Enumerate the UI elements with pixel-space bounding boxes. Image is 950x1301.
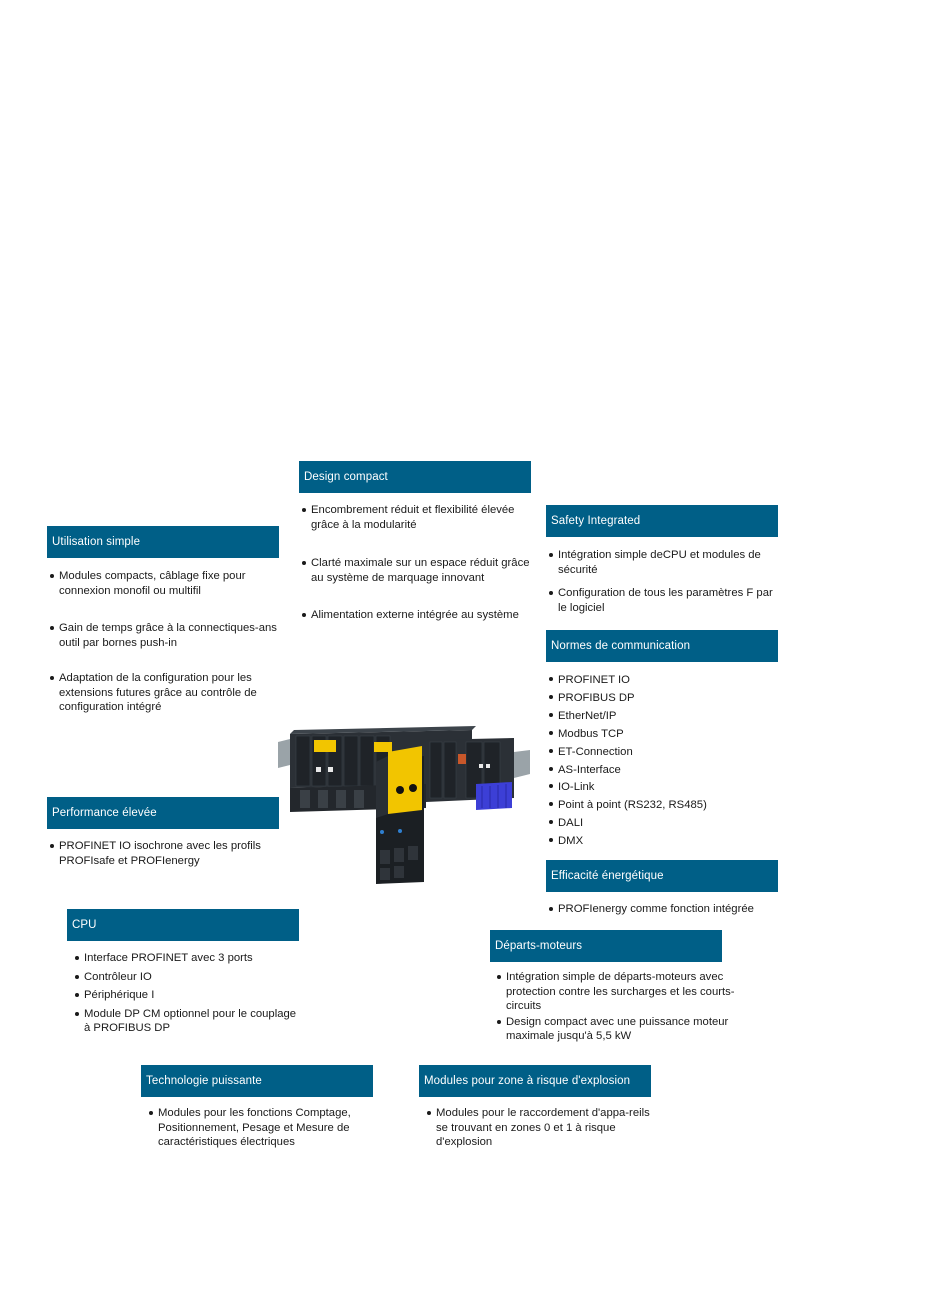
feature-list <box>47 569 279 715</box>
list-item: Interface PROFINET avec 3 ports <box>72 951 299 966</box>
section-technologie-puissante <box>141 1065 373 1150</box>
feature-list <box>546 902 778 917</box>
section-utilisation-simple <box>47 526 279 715</box>
feature-list <box>490 970 745 1044</box>
plc-system-icon <box>276 712 546 890</box>
list-item: Encombrement réduit et flexibilité élevée grâce à la modularité <box>299 503 539 532</box>
feature-list <box>47 839 279 868</box>
safety-module <box>314 740 336 752</box>
list-item: Gain de temps grâce à la connectiques-ans outil par bornes push-in <box>47 621 279 650</box>
list-item: Adaptation de la configuration pour les extensions futures grâce au contrôle de configuration intégré <box>47 671 279 715</box>
list-item: Clarté maximale sur un espace réduit grâce au système de marquage innovant <box>299 556 539 585</box>
section-departs-moteurs <box>490 930 745 1044</box>
list-item: Contrôleur IO <box>72 970 299 985</box>
list-item: PROFIBUS DP <box>546 690 778 708</box>
section-normes-communication <box>546 630 778 851</box>
list-item: Modules compacts, câblage fixe pour connexion monofil ou multifil <box>47 569 279 598</box>
list-item: Modules pour les fonctions Comptage, Positionnement, Pesage et Mesure de caractéristiques électriques <box>146 1106 373 1150</box>
list-item: PROFINET IO <box>546 672 778 690</box>
feature-list <box>546 548 778 615</box>
list-item: Modules pour le raccordement d'appa-reils se trouvant en zones 0 et 1 à risque d'explosion <box>424 1106 659 1150</box>
list-item: PROFINET IO isochrone avec les profils PROFIsafe et PROFIenergy <box>47 839 279 868</box>
section-title: Modules pour zone à risque d'explosion <box>419 1065 651 1097</box>
list-item: Module DP CM optionnel pour le couplage à PROFIBUS DP <box>72 1007 299 1036</box>
section-zone-explosion <box>419 1065 659 1150</box>
list-item: Périphérique I <box>72 988 299 1003</box>
section-cpu <box>67 909 299 1036</box>
section-title: Design compact <box>299 461 531 493</box>
section-title: Safety Integrated <box>546 505 778 537</box>
list-item: Point à point (RS232, RS485) <box>546 797 778 815</box>
list-item: DALI <box>546 815 778 833</box>
blue-terminal <box>476 782 512 810</box>
list-item: Configuration de tous les paramètres F par le logiciel <box>546 586 778 615</box>
feature-list <box>546 672 778 851</box>
section-efficacite-energetique <box>546 860 778 917</box>
list-item: Design compact avec une puissance moteur maximale jusqu'à 5,5 kW <box>494 1015 745 1044</box>
section-title: Départs-moteurs <box>490 930 722 962</box>
list-item: EtherNet/IP <box>546 708 778 726</box>
list-item: PROFIenergy comme fonction intégrée <box>546 902 778 917</box>
feature-list <box>67 951 299 1036</box>
section-title: Technologie puissante <box>141 1065 373 1097</box>
section-title: CPU <box>67 909 299 941</box>
section-title: Utilisation simple <box>47 526 279 558</box>
din-rail-right <box>514 750 530 778</box>
section-title: Normes de communication <box>546 630 778 662</box>
section-design-compact <box>299 461 539 623</box>
feature-list <box>299 503 539 623</box>
safety-module <box>374 742 392 752</box>
list-item: IO-Link <box>546 779 778 797</box>
list-item: Alimentation externe intégrée au système <box>299 608 539 623</box>
section-safety-integrated <box>546 505 778 615</box>
list-item: Intégration simple de départs-moteurs avec protection contre les surcharges et les courts-circuits <box>494 970 745 1014</box>
list-item: Modbus TCP <box>546 726 778 744</box>
section-title: Performance élevée <box>47 797 279 829</box>
list-item: Intégration simple deCPU et modules de sécurité <box>546 548 778 577</box>
feature-list <box>419 1106 659 1150</box>
list-item: ET-Connection <box>546 744 778 762</box>
list-item: AS-Interface <box>546 762 778 780</box>
feature-list <box>141 1106 373 1150</box>
section-title: Efficacité énergétique <box>546 860 778 892</box>
section-performance-elevee <box>47 797 279 868</box>
list-item: DMX <box>546 833 778 851</box>
